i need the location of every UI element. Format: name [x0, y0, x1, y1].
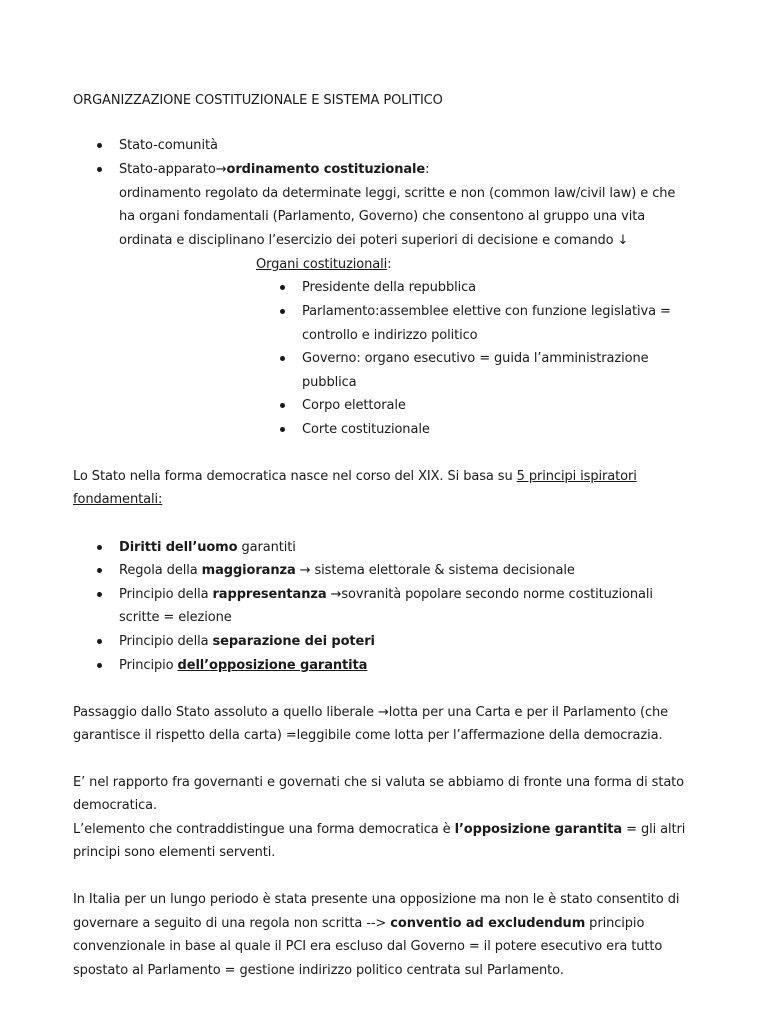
text: governare a seguito di una regola non scritta -->	[73, 916, 391, 931]
principi-intro-continued: fondamentali:	[73, 492, 163, 507]
page-title: ORGANIZZAZIONE COSTITUZIONALE E SISTEMA POLITICO	[73, 93, 443, 108]
principio-item	[119, 658, 367, 674]
text: →sovranità popolare secondo norme costituzionali	[326, 587, 653, 602]
description-line: ha organi fondamentali (Parlamento, Governo) che consentono al gruppo una vita	[119, 209, 646, 224]
text: Principio della	[119, 587, 213, 602]
text: Regola della	[119, 563, 202, 578]
list-item: Corte costituzionale	[302, 422, 430, 437]
list-item: Parlamento:assemblee elettive con funzione legislativa =	[302, 304, 671, 319]
list-item: Corpo elettorale	[302, 398, 406, 413]
principio-item	[119, 540, 296, 556]
underlined-text: 5 principi ispiratori	[516, 469, 637, 484]
text: :	[425, 162, 430, 177]
bullet	[97, 545, 102, 550]
list-item-continued: pubblica	[302, 375, 357, 390]
paragraph-line: spostato al Parlamento = gestione indirizzo politico centrata sul Parlamento.	[73, 963, 564, 978]
list-item-stato-apparato	[119, 162, 429, 178]
bullet	[280, 285, 285, 290]
text: Stato-apparato→	[119, 162, 227, 177]
underlined-text: Organi costituzionali	[256, 257, 388, 272]
text: Principio della	[119, 634, 213, 649]
bullet	[280, 309, 285, 314]
bullet	[97, 568, 102, 573]
paragraph-line: garantisce il rispetto della carta) =leggibile come lotta per l’affermazione della democrazia.	[73, 728, 663, 743]
bold-term: Diritti dell’uomo	[119, 540, 238, 555]
list-item: Governo: organo esecutivo = guida l’amministrazione	[302, 351, 649, 366]
list-item-continued: controllo e indirizzo politico	[302, 328, 478, 343]
paragraph-line	[73, 822, 685, 838]
bold-term: ordinamento costituzionale	[226, 162, 426, 177]
bold-term: l’opposizione garantita	[454, 822, 623, 837]
bullet	[280, 427, 285, 432]
bullet	[97, 663, 102, 668]
bullet	[97, 592, 102, 597]
bold-term: maggioranza	[201, 563, 296, 578]
principio-item	[119, 563, 575, 579]
description-line: ordinata e disciplinano l’esercizio dei poteri superiori di decisione e comando ↓	[119, 233, 629, 248]
text: Lo Stato nella forma democratica nasce nel corso del XIX. Si basa su	[73, 469, 517, 484]
paragraph-line	[73, 916, 644, 932]
bullet	[280, 356, 285, 361]
text: = gli altri	[622, 822, 686, 837]
text: Principio	[119, 658, 178, 673]
bold-term: separazione dei poteri	[212, 634, 375, 649]
bullet	[97, 639, 102, 644]
list-item-stato-comunita: Stato-comunità	[119, 138, 218, 153]
text: principio	[585, 916, 645, 931]
bullet	[280, 403, 285, 408]
principi-intro	[73, 469, 637, 485]
text: → sistema elettorale & sistema decisionale	[295, 563, 575, 578]
list-item: Presidente della repubblica	[302, 280, 477, 295]
bold-underlined-term: dell’opposizione garantita	[177, 658, 368, 673]
text: :	[387, 257, 392, 272]
principio-item	[119, 634, 375, 650]
paragraph-line: Passaggio dallo Stato assoluto a quello liberale →lotta per una Carta e per il Parlamento (che	[73, 705, 669, 720]
principio-item	[119, 587, 653, 603]
principio-item-continued: scritte = elezione	[119, 610, 232, 625]
bullet	[97, 143, 102, 148]
bold-term: rappresentanza	[212, 587, 327, 602]
description-line: ordinamento regolato da determinate leggi, scritte e non (common law/civil law) e che	[119, 186, 676, 201]
paragraph-line: convenzionale in base al quale il PCI era escluso dal Governo = il potere esecutivo era tutto	[73, 939, 663, 954]
paragraph-line: principi sono elementi serventi.	[73, 845, 276, 860]
bold-term: conventio ad excludendum	[390, 916, 586, 931]
text: L’elemento che contraddistingue una forma democratica è	[73, 822, 455, 837]
paragraph-line: democratica.	[73, 798, 158, 813]
paragraph-line: In Italia per un lungo periodo è stata presente una opposizione ma non le è stato consentito di	[73, 892, 680, 907]
bullet	[97, 167, 102, 172]
organi-heading	[256, 257, 391, 273]
paragraph-line: E’ nel rapporto fra governanti e governati che si valuta se abbiamo di fronte una forma di stato	[73, 775, 685, 790]
text: garantiti	[237, 540, 296, 555]
